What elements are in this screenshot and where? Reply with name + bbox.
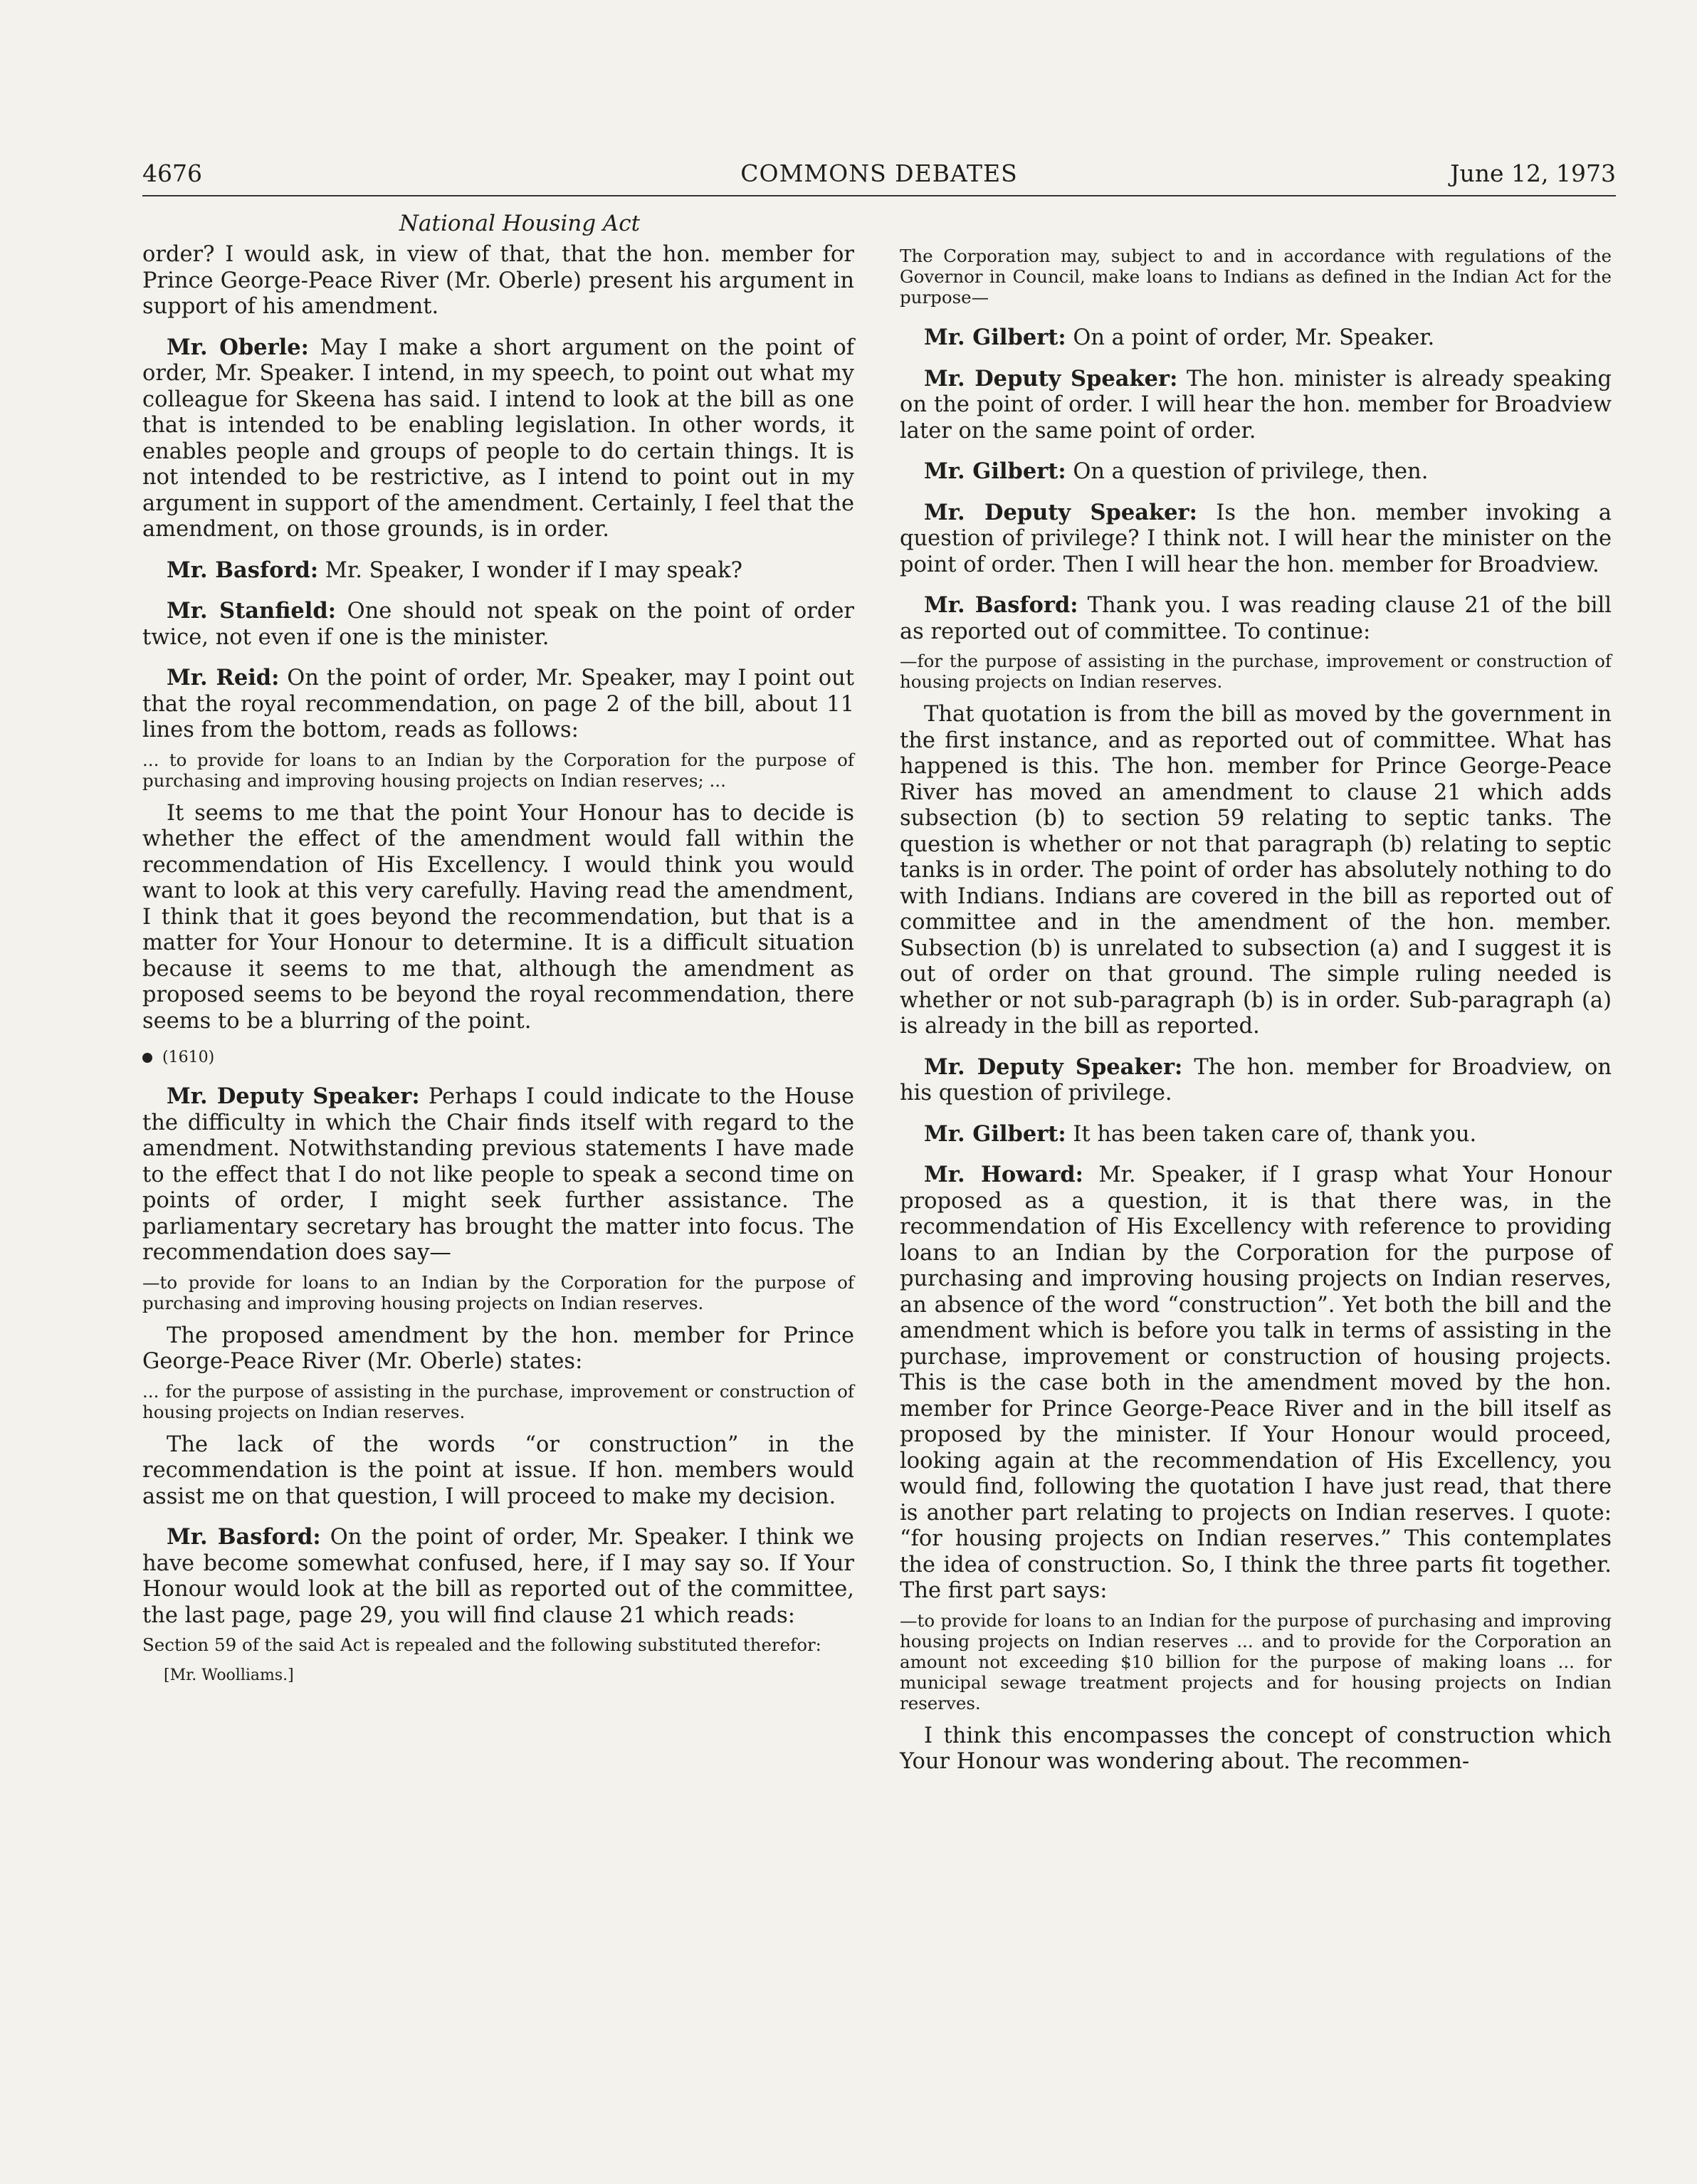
speech-text: On a question of privilege, then.	[1066, 459, 1429, 484]
speaker-name: Mr. Stanfield:	[167, 598, 336, 624]
paragraph	[900, 592, 1612, 645]
block-quote: The Corporation may, subject to and in accordance with regulations of the Governor in Council, make loans to Indians as defined in the Indian Act for the purpose—	[900, 246, 1612, 308]
speaker-name: Mr. Oberle:	[167, 334, 309, 360]
paragraph	[142, 557, 854, 584]
paragraph	[900, 325, 1612, 352]
timestamp: (1610)	[142, 1049, 854, 1066]
block-quote: ... to provide for loans to an Indian by the Corporation for the purpose of purchasing and improving housing projects on Indian reserves; ...	[142, 749, 854, 791]
paragraph	[900, 366, 1612, 445]
publication-title: COMMONS DEBATES	[740, 159, 1018, 187]
paragraph: I think this encompasses the concept of construction which Your Honour was wondering about. The recommen-	[900, 1723, 1612, 1774]
speech-text: Mr. Speaker, I wonder if I may speak?	[318, 557, 742, 583]
block-quote: —to provide for loans to an Indian by the Corporation for the purpose of purchasing and improving housing projects on Indian reserves.	[142, 1271, 854, 1313]
speech-text: It has been taken care of, thank you.	[1066, 1121, 1477, 1147]
paragraph	[900, 1121, 1612, 1148]
left-column	[142, 211, 854, 1684]
speech-text: One should not speak on the point of order twice, not even if one is the minister.	[142, 599, 855, 650]
speaker-name: Mr. Basford:	[924, 592, 1078, 618]
paragraph: order? I would ask, in view of that, that the hon. member for Prince George-Peace River (Mr. Oberle) present his argument in support of his amendment.	[142, 242, 854, 319]
paragraph	[142, 335, 854, 543]
speech-text: Perhaps I could indicate to the House the difficulty in which the Chair finds itself with regard to the amendment. Notwithstanding previous statements I have made to the effect that I do not like people to speak a second time on points of order, I might seek further assistance. The parliamentary secretary has brought the matter into focus. The recommendation does say—	[142, 1084, 854, 1265]
paragraph	[142, 598, 854, 651]
block-quote: —for the purpose of assisting in the purchase, improvement or construction of housing projects on Indian reserves.	[900, 651, 1612, 692]
speaker-name: Mr. Gilbert:	[924, 1120, 1066, 1147]
paragraph	[900, 1162, 1612, 1605]
page-header	[142, 158, 1616, 196]
speaker-name: Mr. Basford:	[167, 1524, 321, 1550]
paragraph	[900, 1054, 1612, 1107]
paragraph	[142, 1524, 854, 1629]
paragraph: The lack of the words “or construction” in the recommendation is the point at issue. If hon. members would assist me on that question, I will proceed to make my decision.	[142, 1432, 854, 1509]
speech-text: On the point of order, Mr. Speaker. I think we have become somewhat confused, here, if I may say so. If Your Honour would look at the bill as reported out of the committee, the last page, page 29, you will find clause 21 which reads:	[142, 1525, 854, 1628]
speaker-name: Mr. Deputy Speaker:	[924, 1054, 1183, 1080]
paragraph: It seems to me that the point Your Honour has to decide is whether the effect of the amendment would fall within the recommendation of His Excellency. I would think you would want to look at this very carefully. Having read the amendment, I think that it goes beyond the recommendation, but that is a matter for Your Honour to determine. It is a difficult situation because it seems to me that, although the amendment as proposed seems to be beyond the royal recommendation, there seems to be a blurring of the point.	[142, 800, 854, 1034]
speech-text: Thank you. I was reading clause 21 of the bill as reported out of committee. To continue:	[900, 593, 1612, 644]
speaker-name: Mr. Gilbert:	[924, 458, 1066, 484]
block-quote: Section 59 of the said Act is repealed and the following substituted therefor:	[142, 1634, 821, 1655]
section-title: National Housing Act	[399, 211, 641, 236]
page-number: 4676	[142, 159, 202, 187]
speaker-name: Mr. Basford:	[167, 557, 319, 583]
speech-text: The hon. member for Broadview, on his question of privilege.	[900, 1054, 1612, 1106]
speaker-name: Mr. Deputy Speaker:	[167, 1083, 420, 1109]
speech-text: On a point of order, Mr. Speaker.	[1066, 325, 1435, 350]
speaker-name: Mr. Deputy Speaker:	[924, 499, 1197, 525]
bullet-icon	[142, 1053, 152, 1063]
paragraph	[142, 665, 854, 744]
speech-text: Mr. Speaker, if I grasp what Your Honour proposed as a question, it is that there was, in the recommendation of His Excellency with reference to providing loans to an Indian by the Corporation for the purpose of purchasing and improving housing projects on Indian reserves, an absence of the word “construction”. Yet both the bill and the amendment which is before you talk in terms of assisting in the purchase, improvement or construction of housing projects. This is the case both in the amendment moved by the hon. member for Prince George-Peace River and in the bill itself as proposed by the minister. If Your Honour would proceed, looking again at the recommendation of His Excellency, you would find, following the quotation I have just read, that there is another part relating to projects on Indian reserves. I quote: “for housing projects on Indian reserves.” This contemplates the idea of construction. So, I think the three parts fit together. The first part says:	[900, 1162, 1612, 1603]
speech-text: May I make a short argument on the point of order, Mr. Speaker. I intend, in my speech, to point out what my colleague for Skeena has said. I intend to look at the bill as one that is intended to be enabling legislation. In other words, it enables people and groups of people to do certain things. It is not intended to be restrictive, as I intend to point out in my argument in support of the amendment. Certainly, I feel that the amendment, on those grounds, is in order.	[142, 335, 854, 542]
speaker-name: Mr. Deputy Speaker:	[924, 365, 1178, 392]
block-quote: ... for the purpose of assisting in the purchase, improvement or construction of housing projects on Indian reserves.	[142, 1380, 854, 1422]
speaker-name: Mr. Gilbert:	[924, 325, 1066, 350]
right-column	[900, 246, 1612, 1790]
paragraph	[142, 1083, 854, 1266]
block-quote: —to provide for loans to an Indian for the purpose of purchasing and improving housing projects on Indian reserves ... and to provide for the Corporation an amount not exceeding $10 billion for the purpose of making loans ... for municipal sewage treatment projects and for housing projects on Indian reserves.	[900, 1610, 1612, 1713]
speech-text: On the point of order, Mr. Speaker, may I point out that the royal recommendation, on page 2 of the bill, about 11 lines from the bottom, reads as follows:	[142, 666, 854, 742]
speech-text: The hon. minister is already speaking on the point of order. I will hear the hon. member for Broadview later on the same point of order.	[900, 366, 1612, 443]
paragraph: The proposed amendment by the hon. member for Prince George-Peace River (Mr. Oberle) states:	[142, 1323, 854, 1374]
speaker-name: Mr. Reid:	[167, 665, 280, 691]
paragraph	[900, 500, 1612, 579]
paragraph	[900, 458, 1612, 485]
paragraph: That quotation is from the bill as moved by the government in the first instance, and as reported out of committee. What has happened is this. The hon. member for Prince George-Peace River has moved an amendment to clause 21 which adds subsection (b) to section 59 relating to septic tanks. The question is whether or not that paragraph (b) relating to septic tanks is in order. The point of order has absolutely nothing to do with Indians. Indians are covered in the bill as reported out of committee and in the amendment of the hon. member. Subsection (b) is unrelated to subsection (a) and I suggest it is out of order on that ground. The simple ruling needed is whether or not sub-paragraph (b) is in order. Sub-paragraph (a) is already in the bill as reported.	[900, 702, 1612, 1039]
speaker-name: Mr. Howard:	[924, 1162, 1083, 1187]
speech-text: Is the hon. member invoking a question of privilege? I think not. I will hear the minister on the point of order. Then I will hear the hon. member for Broadview.	[900, 500, 1612, 577]
publication-date: June 12, 1973	[1450, 159, 1616, 187]
speaker-attribution: [Mr. Woolliams.]	[164, 1666, 294, 1684]
